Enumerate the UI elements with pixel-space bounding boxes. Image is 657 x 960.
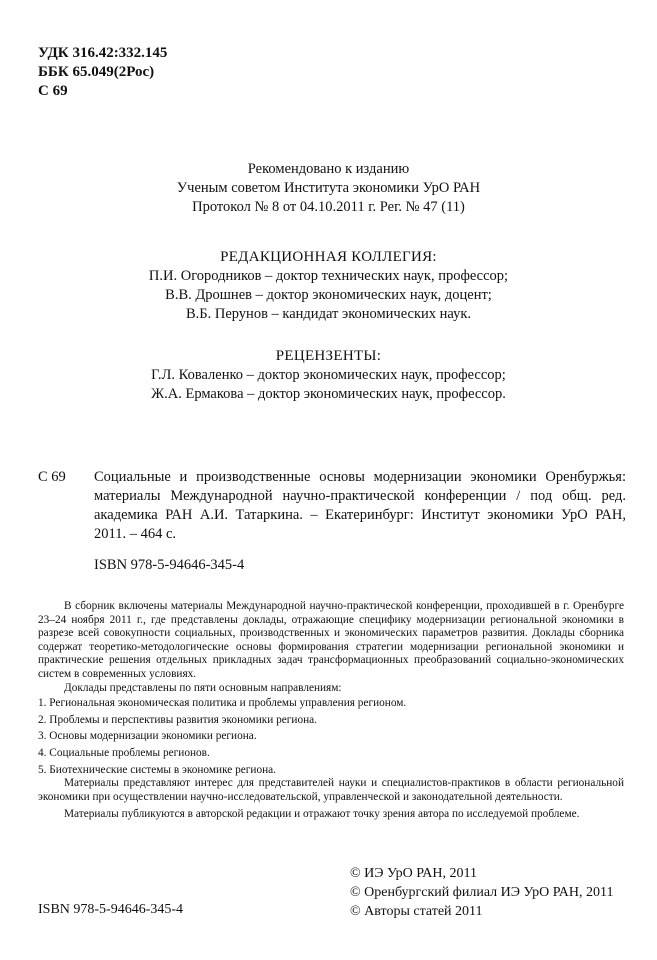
recommendation-block xyxy=(0,160,657,217)
list-item: 3. Основы модернизации экономики региона. xyxy=(38,730,257,743)
list-item: 1. Региональная экономическая политика и проблемы управления регионом. xyxy=(38,697,407,710)
list-item: 4. Социальные проблемы регионов. xyxy=(38,746,210,759)
editorial-board-member: П.И. Огородников – доктор технических наук, профессор; xyxy=(148,268,509,284)
bibliographic-code: С 69 xyxy=(38,469,66,485)
reviewer: Ж.А. Ермакова – доктор экономических наук, профессор. xyxy=(151,386,506,402)
reviewers-title: РЕЦЕНЗЕНТЫ: xyxy=(275,348,382,364)
classification-block xyxy=(38,44,167,101)
annotation-paragraph: Доклады представлены по пяти основным направлениям: xyxy=(64,681,342,694)
reviewers-block xyxy=(0,347,657,404)
copyright-block xyxy=(350,864,614,921)
copyright-line: © ИЭ УрО РАН, 2011 xyxy=(350,866,477,881)
editorial-board-block xyxy=(0,248,657,324)
footer-isbn: ISBN 978-5-94646-345-4 xyxy=(38,902,184,917)
editorial-board-member: В.Б. Перунов – кандидат экономических наук. xyxy=(185,306,472,322)
list-item: 2. Проблемы и перспективы развития экономики региона. xyxy=(38,713,317,726)
annotation-paragraph: Материалы публикуются в авторской редакции и отражают точку зрения автора по исследуемой проблеме. xyxy=(64,808,580,821)
directions-list xyxy=(38,697,624,777)
copyright-line: © Авторы статей 2011 xyxy=(350,904,483,919)
copyright-line: © Оренбургский филиал ИЭ УрО РАН, 2011 xyxy=(350,885,614,900)
bibliographic-record xyxy=(38,468,626,544)
bbk-code: ББК 65.049(2Рос) xyxy=(38,64,155,80)
recommendation-line-1: Рекомендовано к изданию xyxy=(247,161,410,177)
reviewer: Г.Л. Коваленко – доктор экономических наук, профессор; xyxy=(151,367,506,383)
editorial-board-member: В.В. Дрошнев – доктор экономических наук, доцент; xyxy=(165,287,492,303)
list-item: 5. Биотехнические системы в экономике региона. xyxy=(38,763,276,776)
isbn: ISBN 978-5-94646-345-4 xyxy=(94,557,245,573)
editorial-board-title: РЕДАКЦИОННАЯ КОЛЛЕГИЯ: xyxy=(220,249,437,265)
recommendation-line-3: Протокол № 8 от 04.10.2011 г. Рег. № 47 (11) xyxy=(192,199,465,215)
recommendation-line-2: Ученым советом Института экономики УрО РАН xyxy=(176,180,481,196)
udk-code: УДК 316.42:332.145 xyxy=(38,45,168,61)
annotation-paragraph: В сборник включены материалы Международной научно-практической конференции, проходившей в г. Оренбурге 23–24 ноября 2011 г., где представлены доклады, отражающие специфику модернизации региональной экономики в разрезе всей совокупности социальных, производственных и экономических параметров развития. Доклады сборника содержат теоретико-методологические основы формирования стратегии модернизации региональной экономики и практические решения отдельных прикладных задач трансформационных преобразований социально-экономических систем в современных условиях. xyxy=(38,600,624,680)
author-mark: С 69 xyxy=(38,83,68,99)
annotation xyxy=(38,600,624,822)
bibliographic-description: Социальные и производственные основы модернизации экономики Оренбуржья: материалы Международной научно-практической конференции / под общ. ред. академика РАН А.И. Татаркина. – Екатеринбург: Институт экономики УрО РАН, 2011. – 464 с. xyxy=(94,469,626,542)
annotation-paragraph: Материалы представляют интерес для представителей науки и специалистов-практиков в области региональной экономики при осуществлении научно-исследовательской, управленческой и законодательной деятельности. xyxy=(38,777,624,803)
